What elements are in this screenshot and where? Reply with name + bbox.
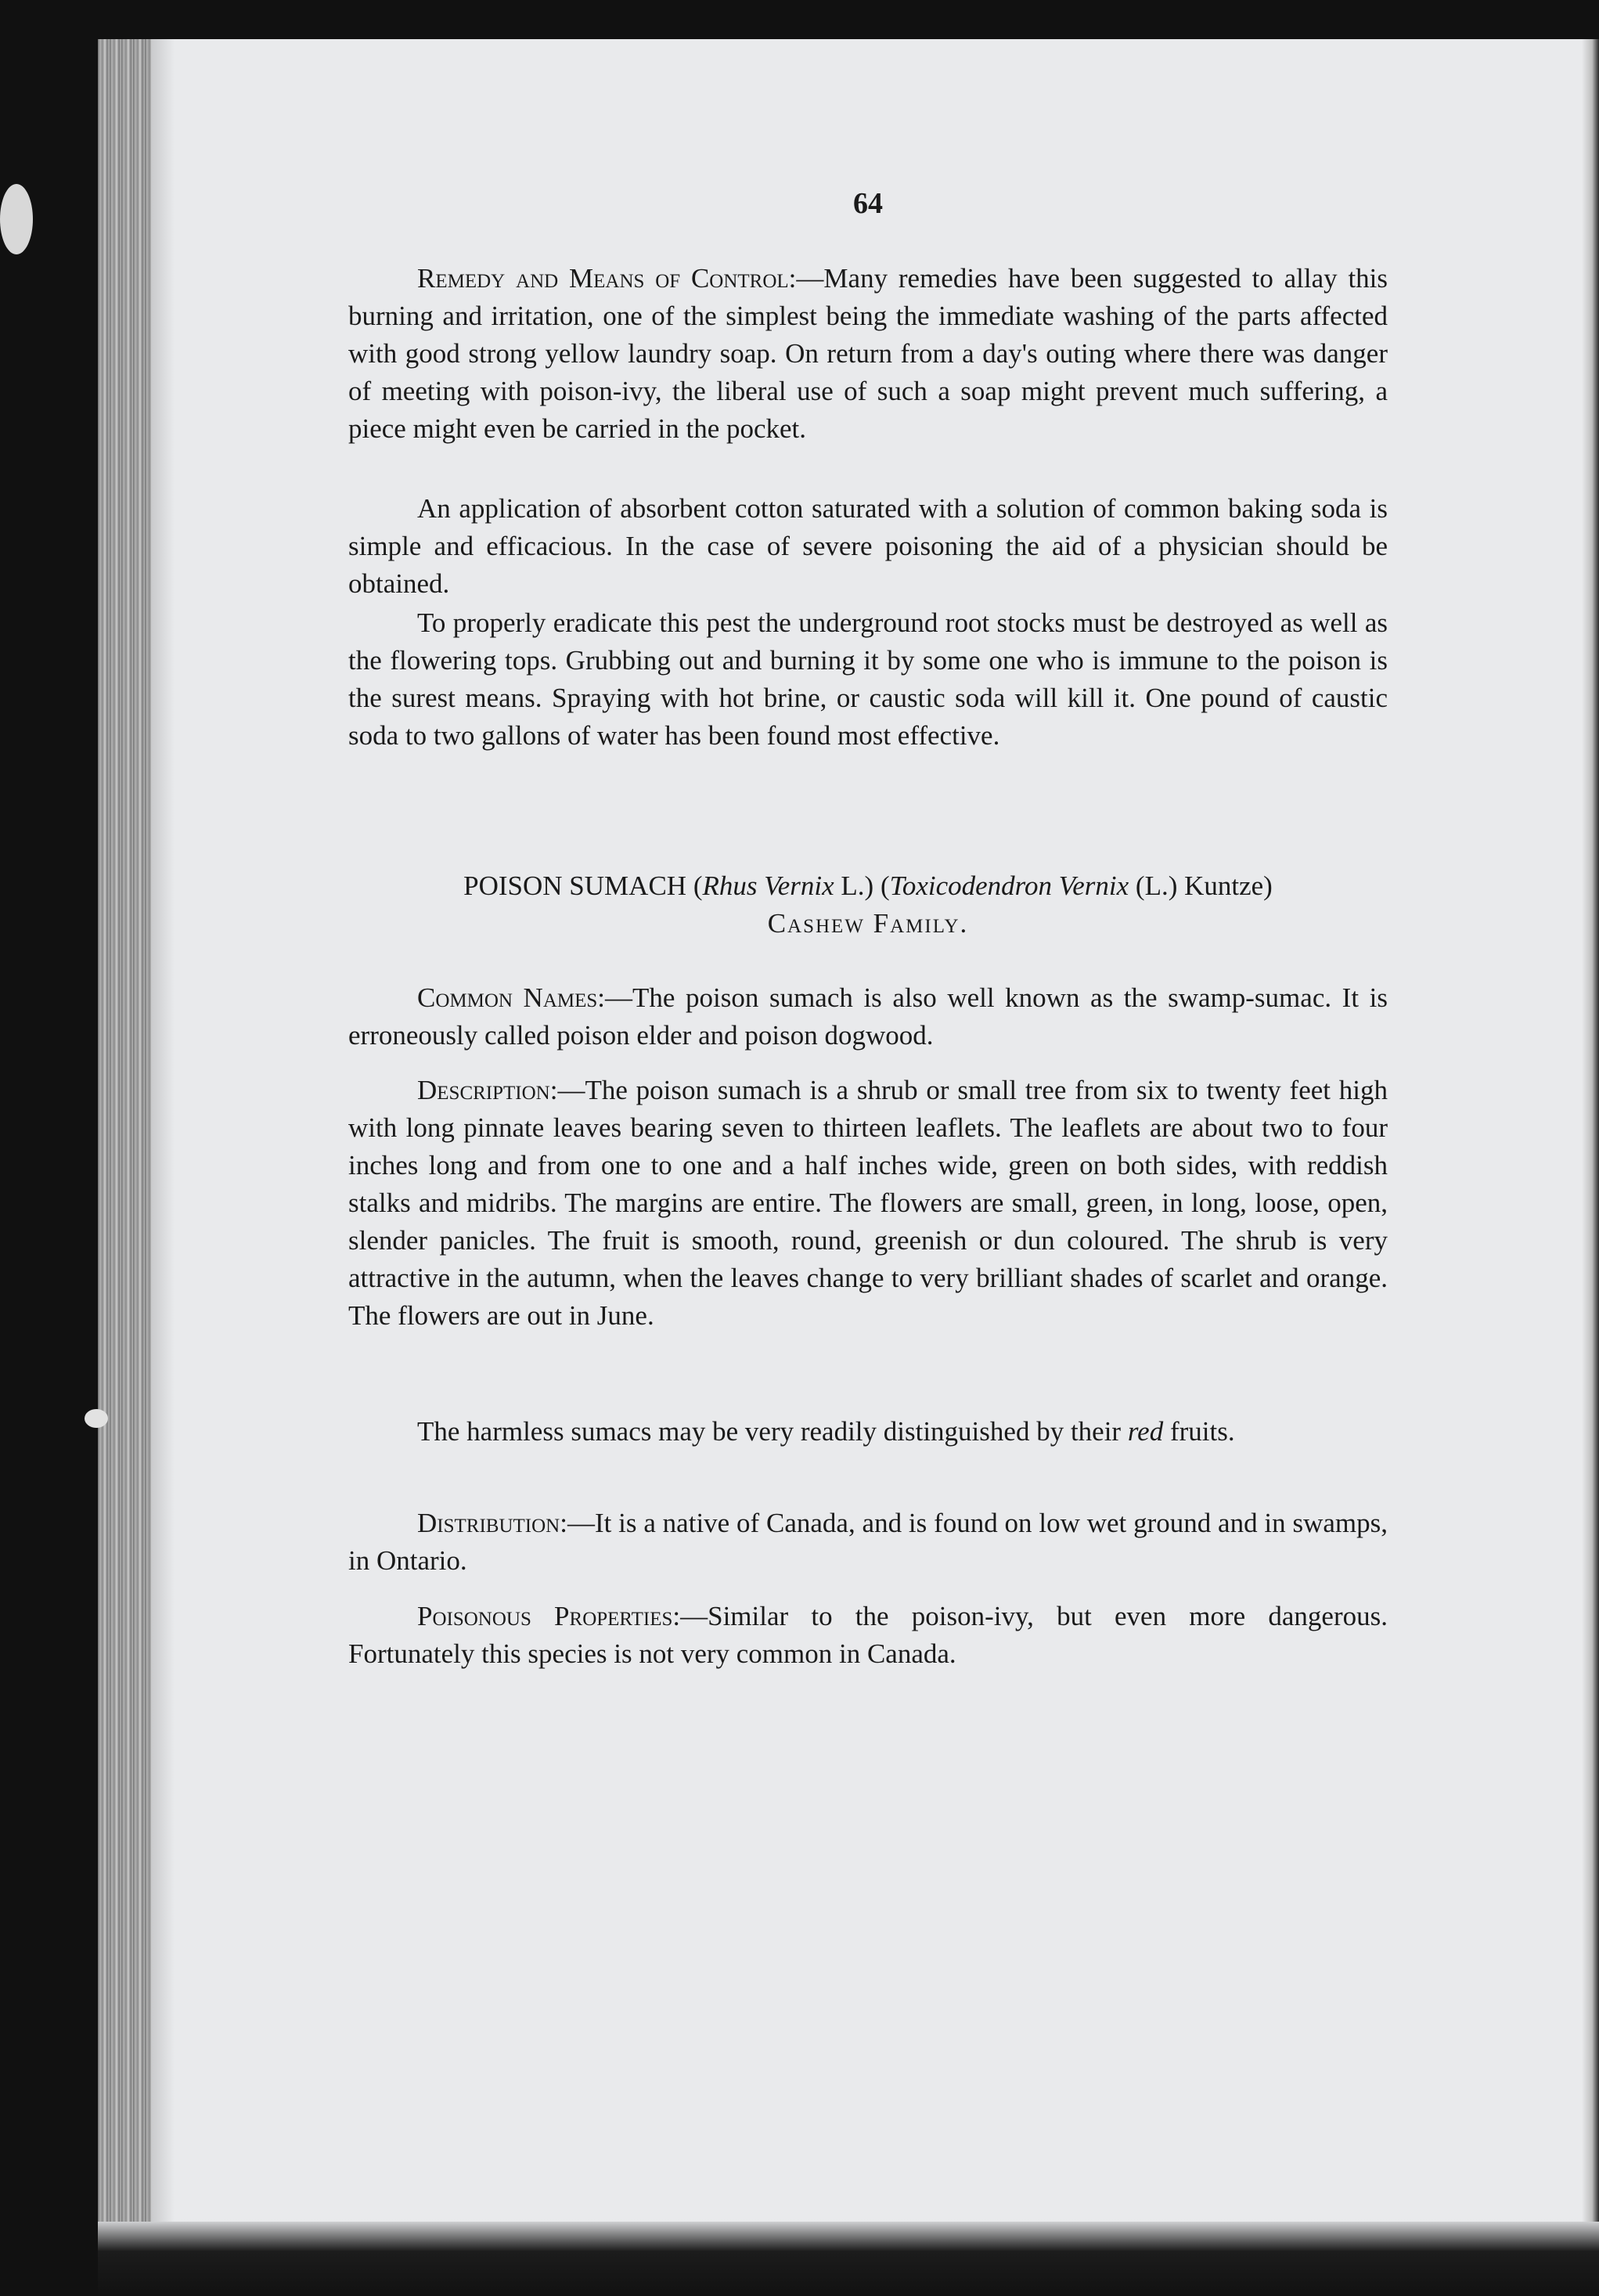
harmless-paragraph [348, 1413, 1388, 1451]
family-name: Cashew Family. [767, 908, 969, 939]
page-number: 64 [853, 187, 883, 220]
scientific-name-2: Toxicodendron Vernix [889, 870, 1129, 901]
description-text: —The poison sumach is a shrub or small tree from six to twenty feet high with long pinnate leaves bearing seven to thirteen leaflets. The leaflets are about two to four inches long and from one to one and a half inches wide, green on both sides, with reddish stalks and midribs. The margins are entire. The flowers are small, green, in long, loose, open, slender panicles. The fruit is smooth, round, greenish or dun coloured. The shrub is very attractive in the autumn, when the leaves change to very brilliant shades of scarlet and orange. The flowers are out in June. [348, 1075, 1388, 1331]
distribution-paragraph [348, 1505, 1388, 1580]
scan-speck [0, 184, 33, 254]
description-label: Description: [417, 1075, 558, 1105]
eradicate-paragraph: To properly eradicate this pest the underground root stocks must be destroyed as well as the flowering tops. Grubbing out and burning it by some one who is immune to the poison is the surest means. Spraying with hot brine, or caustic soda will kill it. One pound of caustic soda to two gallons of water has been found most effective. [348, 607, 1388, 751]
scientific-name-1: Rhus Vernix [702, 870, 834, 901]
plant-name: POISON SUMACH [463, 870, 687, 901]
common-names-text: —The poison sumach is also well known as the swamp-sumac. It is erroneously called poison elder and poison dogwood. [348, 982, 1388, 1051]
scientific-author-2: (L.) Kuntze) [1129, 870, 1273, 901]
common-names-label: Common Names: [417, 982, 606, 1013]
poisonous-paragraph [348, 1598, 1388, 1673]
page-right-edge [1582, 39, 1599, 2231]
harmless-emphasis: red [1127, 1416, 1164, 1447]
absorbent-paragraph: An application of absorbent cotton saturated with a solution of common baking soda is simple and efficacious. In the case of severe poisoning the aid of a physician should be obtained. [348, 493, 1388, 599]
remedy-paragraph [348, 260, 1388, 448]
scientific-author-1: L.) [834, 870, 874, 901]
harmless-text-after: fruits. [1163, 1416, 1235, 1447]
book-binding-edge [98, 39, 151, 2231]
distribution-label: Distribution: [417, 1508, 567, 1538]
description-paragraph [348, 1072, 1388, 1335]
scan-speck [85, 1409, 108, 1428]
remedy-label: Remedy and Means of Control: [417, 263, 797, 294]
section-heading: POISON SUMACH (Rhus Vernix L.) (Toxicodendron Vernix (L.) Kuntze) Cashew Family. [348, 867, 1388, 943]
remedy-text: —Many remedies have been suggested to allay this burning and irritation, one of the simplest being the immediate washing of the parts affected with good strong yellow laundry soap. On return from a day's outing where there was danger of meeting with poison-ivy, the liberal use of such a soap might prevent much suffering, a piece might even be carried in the pocket. [348, 263, 1388, 444]
common-names-paragraph [348, 979, 1388, 1054]
binding-shadow [151, 39, 175, 2231]
harmless-text-before: The harmless sumacs may be very readily distinguished by their [417, 1416, 1128, 1447]
distribution-text: —It is a native of Canada, and is found on low wet ground and in swamps, in Ontario. [348, 1508, 1388, 1576]
poisonous-text: —Similar to the poison-ivy, but even more dangerous. Fortunately this species is not very common in Canada. [348, 1601, 1388, 1669]
poisonous-label: Poisonous Properties: [417, 1601, 681, 1631]
page-bottom-edge [98, 2222, 1599, 2296]
